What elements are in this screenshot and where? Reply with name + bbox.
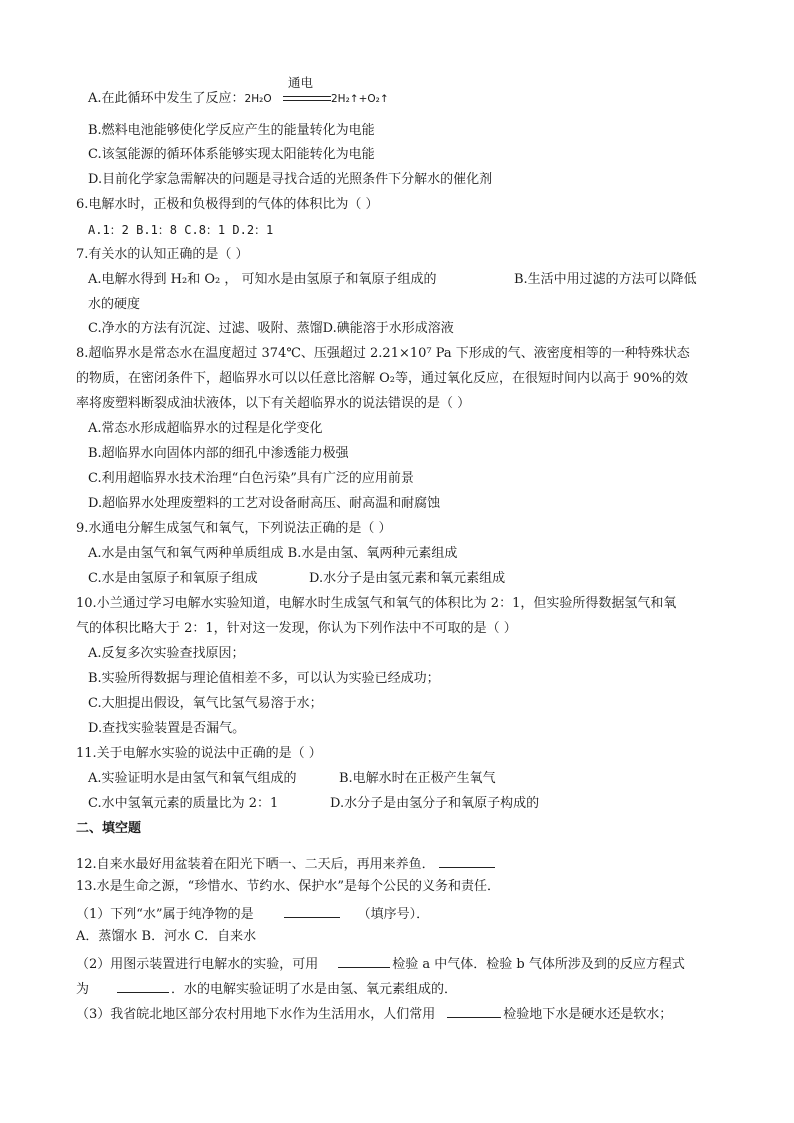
q13-part2-prefix: （2）用图示装置进行电解水的实验，可用: [76, 957, 319, 972]
q11-option-a: A.实验证明水是由氢气和氧气组成的: [88, 771, 297, 786]
q11-option-d: D.水分子是由氢分子和氧原子构成的: [330, 796, 540, 811]
q7-option-b-cont: 水的硬度: [88, 297, 141, 312]
q13-part3: [76, 1003, 672, 1024]
q6-options: A.1：2 B.1：8 C.8：1 D.2：1: [88, 223, 274, 237]
q10-option-d: D.查找实验装置是否漏气。: [88, 721, 246, 736]
q13-part2-blank1[interactable]: [338, 953, 390, 968]
q10-line2: 气的体积比略大于 2：1，针对这一发现，你认为下列作法中不可取的是（ ）: [76, 621, 517, 636]
q5-option-d: D.目前化学家急需解决的问题是寻找合适的光照条件下分解水的催化剂: [88, 172, 493, 187]
q13-part1-suffix: （填序号）．: [357, 907, 430, 922]
q13-part2-middle: 检验 a 中气体．检验 b 气体所涉及到的反应方程式: [392, 957, 685, 972]
q5-reaction-equals-sign: [283, 96, 331, 101]
q12-text-content: 12.自来水最好用盆装着在阳光下晒一、二天后，再用来养鱼．: [76, 857, 435, 872]
q8-line2: 的物质，在密闭条件下，超临界水可以以任意比溶解 O₂等，通过氧化反应，在很短时间内以高于 90%的效: [76, 371, 689, 386]
q13-part3-blank[interactable]: [447, 1003, 501, 1018]
q12-answer-blank[interactable]: [439, 853, 495, 868]
q6-stem: 6.电解水时，正极和负极得到的气体的体积比为（ ）: [76, 197, 379, 212]
q10-option-a: A.反复多次实验查找原因；: [88, 646, 245, 661]
q9-option-d: D.水分子是由氢元素和氧元素组成: [309, 571, 506, 586]
q13-part3-prefix: （3）我省皖北地区部分农村用地下水作为生活用水，人们常用: [76, 1007, 436, 1022]
q5-option-a: [88, 90, 272, 108]
q5-reactant: 2H₂O: [244, 93, 272, 105]
q8-option-b: B.超临界水向固体内部的细孔中渗透能力极强: [88, 446, 349, 461]
q13-part1-prefix: （1）下列“水”属于纯净物的是: [76, 907, 254, 922]
q9-option-c: C.水是由氢原子和氧原子组成: [88, 571, 258, 586]
q5-option-a-prefix: A.在此循环中发生了反应：: [88, 91, 245, 106]
q8-option-c: C.利用超临界水技术治理“白色污染”具有广泛的应用前景: [88, 471, 414, 486]
q7-option-cd: C.净水的方法有沉淀、过滤、吸附、蒸馏D.碘能溶于水形成溶液: [88, 321, 454, 336]
q11-option-b: B.电解水时在正极产生氧气: [339, 771, 496, 786]
q13-part2-blank2[interactable]: [117, 978, 169, 993]
q13-part1-options: A．蒸馏水 B．河水 C．自来水: [76, 929, 257, 944]
q11-option-c: C.水中氢氧元素的质量比为 2：1: [88, 796, 279, 811]
q8-option-d: D.超临界水处理废塑料的工艺对设备耐高压、耐高温和耐腐蚀: [88, 496, 441, 511]
q8-option-a: A.常态水形成超临界水的过程是化学变化: [88, 421, 323, 436]
q13-part2-wei: 为: [76, 982, 90, 997]
q5-option-b: B.燃料电池能够使化学反应产生的能量转化为电能: [88, 123, 375, 138]
q10-line1: 10.小兰通过学习电解水实验知道，电解水时生成氢气和氧气的体积比为 2：1，但实验所得数据氢气和氧: [76, 596, 677, 611]
q5-reaction-condition: 通电: [288, 75, 314, 90]
q10-option-b: B.实验所得数据与理论值相差不多，可以认为实验已经成功；: [88, 671, 440, 686]
q7-stem: 7.有关水的认知正确的是（ ）: [76, 247, 249, 262]
q5-product: [331, 90, 389, 108]
q13-part2-suffix: ．水的电解实验证明了水是由氢、氧元素组成的．: [171, 982, 458, 997]
q5-product-text: 2H₂↑+O₂↑: [331, 93, 389, 105]
q13-part2: [76, 953, 685, 974]
q8-line1: 8.超临界水是常态水在温度超过 374℃、压强超过 2.21×10⁷ Pa 下形成的气、液密度相等的一种特殊状态: [76, 346, 690, 361]
q13-part1-blank[interactable]: [284, 903, 340, 918]
q9-stem: 9.水通电分解生成氢气和氧气，下列说法正确的是（ ）: [76, 521, 392, 536]
q12-text: [76, 853, 495, 874]
q7-option-b: B.生活中用过滤的方法可以降低: [514, 272, 697, 287]
q11-stem: 11.关于电解水实验的说法中正确的是（ ）: [76, 746, 322, 761]
q9-option-ab: A.水是由氢气和氧气两种单质组成 B.水是由氢、氧两种元素组成: [88, 546, 458, 561]
q7-option-a: A.电解水得到 H₂和 O₂ ， 可知水是由氢原子和氧原子组成的: [88, 272, 437, 287]
q5-option-c: C.该氢能源的循环体系能够实现太阳能转化为电能: [88, 147, 375, 162]
q13-stem: 13.水是生命之源，“珍惜水、节约水、保护水”是每个公民的义务和责任．: [76, 879, 500, 894]
q13-part1: [76, 903, 429, 924]
q8-line3: 率将废塑料断裂成油状液体，以下有关超临界水的说法错误的是（ ）: [76, 396, 471, 411]
q13-part2-cont: [76, 978, 457, 999]
q10-option-c: C.大胆提出假设，氧气比氢气易溶于水；: [88, 696, 323, 711]
q13-part3-suffix: 检验地下水是硬水还是软水；: [503, 1007, 673, 1022]
section-title-fill-blank: 二、填空题: [76, 821, 142, 836]
